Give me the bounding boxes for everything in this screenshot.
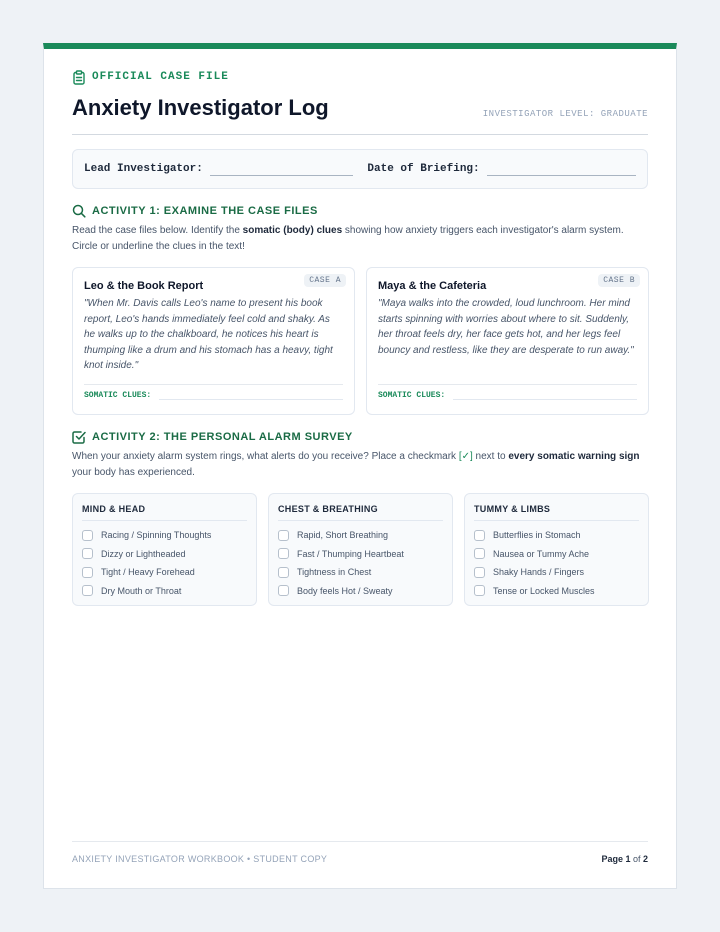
case-divider [84,384,343,385]
survey-item[interactable]: Rapid, Short Breathing [278,526,443,545]
checkbox-check-icon [72,430,86,444]
case-badge: CASE A [304,274,346,287]
checkbox[interactable] [474,530,485,541]
checkbox[interactable] [82,530,93,541]
case-title: Maya & the Cafeteria [378,280,487,292]
activity-1-instructions: Read the case files below. Identify the somatic (body) clues showing how anxiety triggers each investigator's alarm system. Circle or underline the clues in the text! [72,225,624,252]
survey-group-title: CHEST & BREATHING [278,504,443,521]
clipboard-icon [72,70,86,85]
somatic-clues-row [378,390,637,400]
page-title: Anxiety Investigator Log [72,95,329,120]
survey-item[interactable]: Tight / Heavy Forehead [82,563,247,582]
lead-investigator-label: Lead Investigator: [84,163,203,175]
survey-item[interactable]: Butterflies in Stomach [474,526,639,545]
survey-item[interactable]: Dry Mouth or Throat [82,582,247,601]
survey-item[interactable]: Fast / Thumping Heartbeat [278,545,443,564]
survey-item[interactable]: Shaky Hands / Fingers [474,563,639,582]
case-quote: "Maya walks into the crowded, loud lunchroom. Her mind starts spinning with worries about where to sit. Suddenly, her throat feels dry, her face gets hot, and her legs feel bouncy and restless, like they are desperate to run away." [378,298,634,356]
checkbox[interactable] [474,567,485,578]
activity-1-title: ACTIVITY 1: EXAMINE THE CASE FILES [92,205,318,217]
page-number: Page 1 of 2 [601,853,648,864]
checkbox[interactable] [278,548,289,559]
somatic-clues-label: SOMATIC CLUES: [378,391,446,400]
checkbox[interactable] [82,567,93,578]
search-icon [72,204,86,218]
case-title: Leo & the Book Report [84,280,204,292]
case-file-tag [72,69,648,85]
survey-item[interactable]: Nausea or Tummy Ache [474,545,639,564]
somatic-clues-label: SOMATIC CLUES: [84,391,152,400]
checkbox[interactable] [82,585,93,596]
somatic-clues-row [84,390,343,400]
checkbox[interactable] [278,567,289,578]
somatic-clues-field[interactable] [453,390,637,400]
survey-group-tummy-limbs [464,493,649,606]
case-card-a [72,267,355,415]
survey-item[interactable]: Body feels Hot / Sweaty [278,582,443,601]
case-quote: "When Mr. Davis calls Leo's name to present his book report, Leo's hands immediately feel cold and shaky. As he walks up to the chalkboard, he notices his heart is thumping like a drum and his stomach has a heavy, tight knot inside." [84,298,333,372]
worksheet-page [43,43,677,889]
activity-2-title: ACTIVITY 2: THE PERSONAL ALARM SURVEY [92,431,353,443]
survey-item[interactable]: Tense or Locked Muscles [474,582,639,601]
case-file-tag-text: OFFICIAL CASE FILE [92,71,229,83]
case-card-b [366,267,649,415]
survey-item[interactable]: Dizzy or Lightheaded [82,545,247,564]
activity-1-heading [72,203,318,219]
page-header [72,69,648,135]
checkbox[interactable] [278,585,289,596]
date-of-briefing-field[interactable] [487,162,636,176]
survey-group-title: TUMMY & LIMBS [474,504,639,521]
survey-item[interactable]: Tightness in Chest [278,563,443,582]
lead-investigator-field[interactable] [210,162,354,176]
checkbox[interactable] [278,530,289,541]
checkbox[interactable] [82,548,93,559]
survey-group-chest-breathing [268,493,453,606]
checkbox[interactable] [474,585,485,596]
case-badge: CASE B [598,274,640,287]
checkbox[interactable] [474,548,485,559]
activity-2-heading [72,429,353,445]
survey-group-mind-head [72,493,257,606]
investigator-level: INVESTIGATOR LEVEL: GRADUATE [482,109,648,119]
case-divider [378,384,637,385]
page-footer [72,841,648,871]
date-of-briefing-label: Date of Briefing: [367,163,480,175]
activity-2-instructions: When your anxiety alarm system rings, what alerts do you receive? Place a checkmark [✓] next to every somatic warning sign your body has experienced. [72,451,640,478]
footer-workbook-label: ANXIETY INVESTIGATOR WORKBOOK • STUDENT COPY [72,853,328,864]
briefing-box [72,149,648,189]
survey-group-title: MIND & HEAD [82,504,247,521]
survey-item[interactable]: Racing / Spinning Thoughts [82,526,247,545]
somatic-clues-field[interactable] [159,390,343,400]
